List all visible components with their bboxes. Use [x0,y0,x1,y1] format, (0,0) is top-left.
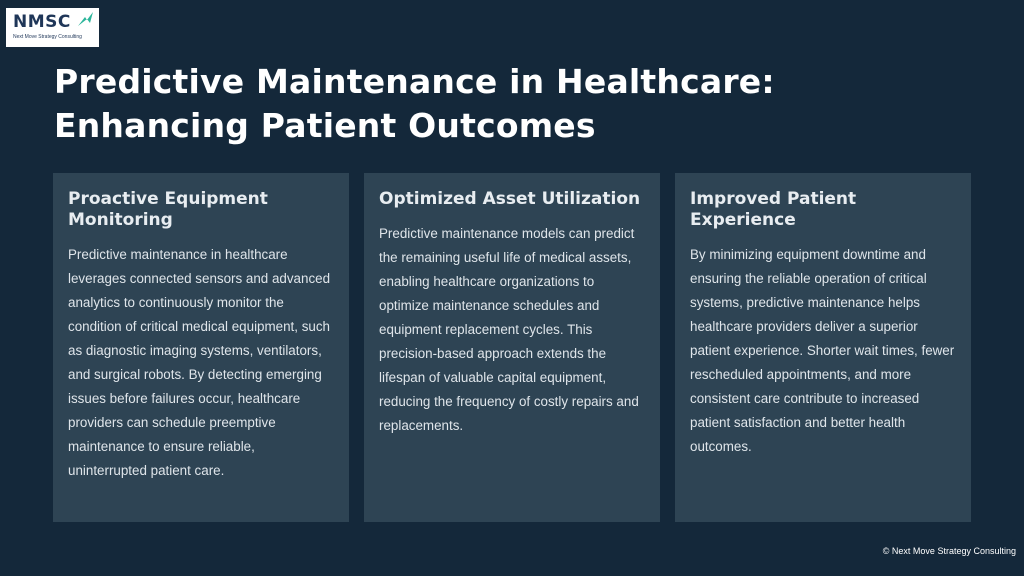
card-heading: Improved Patient Experience [690,189,857,230]
card-asset-utilization [364,173,660,522]
card-heading: Proactive Equipment Monitoring [68,189,268,230]
logo-mark: NMSC [13,12,71,32]
logo-swoosh-icon [76,11,94,27]
card-body: Predictive maintenance in healthcare leverages connected sensors and advanced analytics to continuously monitor the condition of critical medical equipment, such as diagnostic imaging systems, ventilators, and surgical robots. By detecting emerging issues before failures occur, healthcare providers can schedule preemptive maintenance to ensure reliable, uninterrupted patient care. [68,247,331,478]
copyright-footer: © Next Move Strategy Consulting [882,546,1016,556]
card-patient-experience [675,173,971,522]
card-body: Predictive maintenance models can predict the remaining useful life of medical assets, enabling healthcare organizations to optimize maintenance schedules and equipment replacement cycles. This precision-based approach extends the lifespan of valuable capital equipment, reducing the frequency of costly repairs and replacements. [379,226,639,433]
card-proactive-monitoring [53,173,349,522]
card-body: By minimizing equipment downtime and ensuring the reliable operation of critical systems, predictive maintenance helps healthcare providers deliver a superior patient experience. Shorter wait times, fewer rescheduled appointments, and more consistent care contribute to increased patient satisfaction and better health outcomes. [690,247,955,454]
company-logo [6,8,99,47]
card-heading: Optimized Asset Utilization [379,189,641,209]
logo-tagline: Next Move Strategy Consulting [13,34,82,40]
page-title: Predictive Maintenance in Healthcare: Enhancing Patient Outcomes [54,62,775,145]
